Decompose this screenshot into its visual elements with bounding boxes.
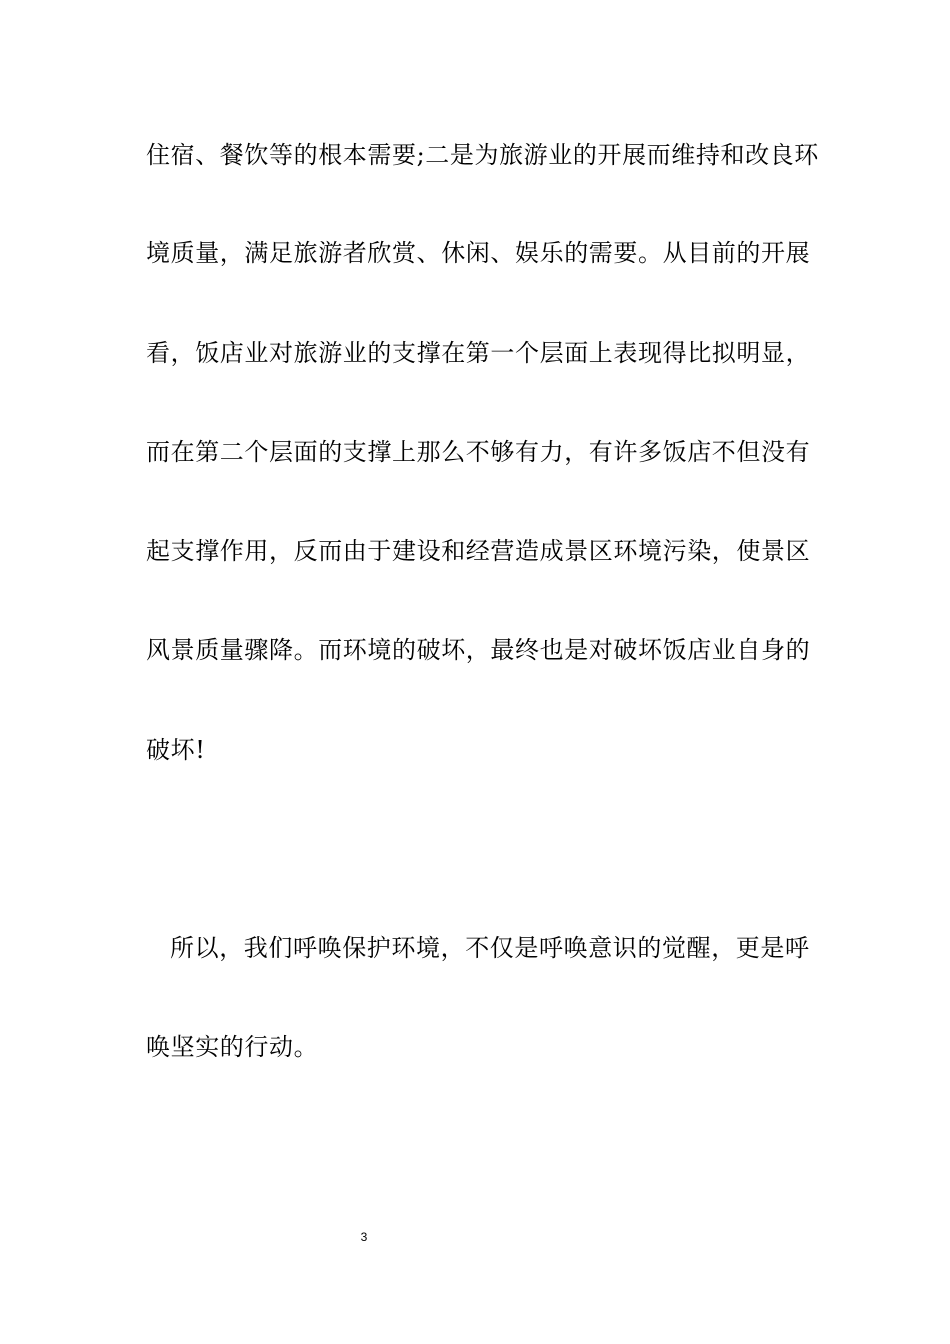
paragraph-line: 起支撑作用，反而由于建设和经营造成景区环境污染，使景区 xyxy=(146,537,811,565)
paragraph-line: 唤坚实的行动。 xyxy=(146,1033,319,1061)
paragraph-line: 所以，我们呼唤保护环境，不仅是呼唤意识的觉醒，更是呼 xyxy=(170,934,810,962)
page-number: 3 xyxy=(360,1230,368,1244)
paragraph-line: 破坏! xyxy=(146,736,206,764)
paragraph-line: 而在第二个层面的支撑上那么不够有力，有许多饭店不但没有 xyxy=(146,438,811,466)
paragraph-line: 境质量，满足旅游者欣赏、休闲、娱乐的需要。从目前的开展 xyxy=(146,239,811,267)
paragraph-line: 看，饭店业对旅游业的支撑在第一个层面上表现得比拟明显， xyxy=(146,339,811,367)
paragraph-line: 住宿、餐饮等的根本需要;二是为旅游业的开展而维持和改良环 xyxy=(146,141,819,169)
paragraph-line: 风景质量骤降。而环境的破坏，最终也是对破坏饭店业自身的 xyxy=(146,636,811,664)
